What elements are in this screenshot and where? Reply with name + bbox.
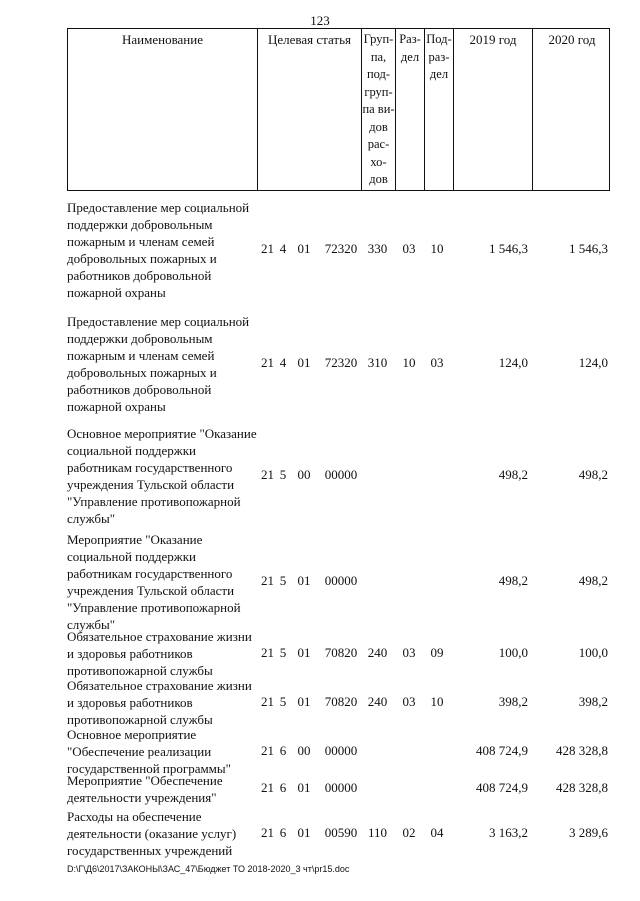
row-name [67,808,262,859]
amount-2019: 408 724,9 [476,780,528,795]
target-code-3: 01 [297,241,311,256]
amount-2019: 100,0 [498,645,528,660]
row-name [67,531,262,633]
subsection: 09 [430,645,444,660]
row-name-line: работников добровольной [67,382,212,397]
row-name-line: пожарным и членам семей [67,348,215,363]
expense-group: 310 [367,355,388,370]
row-name-line: противопожарной службы [67,712,213,727]
row-name-line: "Управление противопожарной [67,600,241,615]
target-code-4: 00000 [324,743,358,758]
header-line: груп- [364,84,393,99]
amount-2019: 498,2 [498,467,528,482]
row-name-line: противопожарной службы [67,663,213,678]
target-code-2: 6 [279,743,287,758]
table-row [0,677,640,728]
target-code-4: 00000 [324,467,358,482]
header-line: рас- [367,137,390,151]
expense-group: 240 [367,645,388,660]
target-code-3: 00 [297,743,311,758]
table-row [0,628,640,679]
row-name-line: учреждения Тульской области [67,583,235,598]
target-code-4: 00000 [324,780,358,795]
row-name-line: добровольных пожарных и [67,365,217,380]
subsection: 03 [430,355,444,370]
target-code-2: 6 [279,825,287,840]
target-code-3: 01 [297,355,311,370]
target-code-3: 01 [297,780,311,795]
amount-2020: 398,2 [578,694,608,709]
amount-2019: 124,0 [498,355,528,370]
row-name-line: работникам государственного [67,566,233,581]
header-line: хо- [370,154,387,169]
amount-2020: 428 328,8 [556,780,608,795]
row-name-line: поддержки добровольным [67,331,213,346]
row-name [67,313,262,415]
amount-2020: 124,0 [578,355,608,370]
header-expense-group [361,29,395,190]
page-number: 123 [310,13,330,28]
row-name-line: Расходы на обеспечение [67,809,202,824]
target-code-4: 00000 [324,573,358,588]
section: 02 [402,825,416,840]
target-code-4: 70820 [324,645,358,660]
target-code-1: 21 [261,694,274,709]
row-name-line: Мероприятие "Обеспечение [67,773,223,788]
target-code-4: 72320 [324,355,358,370]
header-line: Груп- [363,32,394,46]
table-row [0,425,640,527]
row-name [67,628,262,679]
row-name-line: "Обеспечение реализации [67,744,212,759]
target-code-3: 01 [297,694,311,709]
row-name-line: и здоровья работников [67,646,193,661]
table-row [0,772,640,806]
amount-2019: 398,2 [498,694,528,709]
row-name-line: Основное мероприятие [67,727,197,742]
amount-2019: 1 546,3 [489,241,528,256]
header-2020: 2020 год [532,29,611,190]
row-name [67,677,262,728]
row-name-line: работникам государственного [67,460,233,475]
target-code-2: 5 [279,573,287,588]
header-line: под- [366,67,391,81]
row-name [67,726,262,777]
header-target-article: Целевая статья [257,29,361,190]
expense-group: 330 [367,241,388,256]
target-code-1: 21 [261,467,274,482]
section: 10 [402,355,416,370]
expense-group: 240 [367,694,388,709]
row-name-line: Основное мероприятие "Оказание [67,426,257,441]
row-name-line: пожарной охраны [67,285,166,300]
header-section [395,29,424,190]
amount-2019: 3 163,2 [489,825,528,840]
amount-2020: 498,2 [578,573,608,588]
table-row [0,531,640,633]
amount-2020: 3 289,6 [569,825,608,840]
section: 03 [402,645,416,660]
target-code-4: 70820 [324,694,358,709]
target-code-1: 21 [261,645,274,660]
target-code-3: 01 [297,645,311,660]
header-line: Раз- [399,32,421,46]
row-name-line: Обязательное страхование жизни [67,678,252,693]
row-name-line: государственных учреждений [67,843,233,858]
section: 03 [402,694,416,709]
target-code-2: 5 [279,467,287,482]
header-2019: 2019 год [453,29,532,190]
row-name-line: добровольных пожарных и [67,251,217,266]
subsection: 10 [430,241,444,256]
expense-group: 110 [367,825,388,840]
row-name [67,772,262,806]
target-code-3: 00 [297,467,311,482]
target-code-2: 4 [279,241,287,256]
header-line: дел [400,49,420,64]
target-code-4: 00590 [324,825,358,840]
row-name-line: Обязательное страхование жизни [67,629,252,644]
target-code-2: 5 [279,645,287,660]
target-code-3: 01 [297,825,311,840]
row-name [67,425,262,527]
file-path-footer: D:\Г\Д6\2017\ЗАКОНЫ\ЗАС_47\Бюджет ТО 2018-2020_3 чт\pr15.doc [67,864,350,874]
header-subsection [424,29,453,190]
row-name-line: учреждения Тульской области [67,477,235,492]
header-line: дел [429,67,449,81]
header-name: Наименование [122,32,203,47]
amount-2020: 100,0 [578,645,608,660]
row-name-line: Предоставление мер социальной [67,314,250,329]
header-line: па, [370,49,387,64]
row-name-line: деятельности учреждения" [67,790,217,805]
target-code-1: 21 [261,355,274,370]
row-name [67,199,262,301]
subsection: 10 [430,694,444,709]
row-name-line: работников добровольной [67,268,212,283]
amount-2020: 1 546,3 [569,241,608,256]
row-name-line: и здоровья работников [67,695,193,710]
row-name-line: Мероприятие "Оказание [67,532,203,547]
amount-2020: 498,2 [578,467,608,482]
target-code-2: 5 [279,694,287,709]
target-code-1: 21 [261,743,274,758]
target-code-1: 21 [261,825,274,840]
amount-2020: 428 328,8 [556,743,608,758]
table-header [67,28,610,191]
row-name-line: государственной программы" [67,761,231,776]
table-row [0,313,640,415]
header-line: дов [369,119,388,134]
target-code-3: 01 [297,573,311,588]
header-line: Под- [426,32,452,46]
row-name-line: службы" [67,511,116,526]
target-code-1: 21 [261,241,274,256]
row-name-line: социальной поддержки [67,443,196,458]
table-row [0,199,640,301]
header-line: па ви- [362,102,395,116]
row-name-line: поддержки добровольным [67,217,213,232]
target-code-2: 4 [279,355,287,370]
row-name-line: пожарным и членам семей [67,234,215,249]
row-name-line: "Управление противопожарной [67,494,241,509]
row-name-line: службы" [67,617,116,632]
table-row [0,808,640,859]
subsection: 04 [430,825,444,840]
table-row [0,726,640,777]
header-line: раз- [428,49,450,64]
target-code-1: 21 [261,573,274,588]
amount-2019: 498,2 [498,573,528,588]
row-name-line: Предоставление мер социальной [67,200,250,215]
header-line: дов [369,172,388,186]
row-name-line: пожарной охраны [67,399,166,414]
section: 03 [402,241,416,256]
target-code-4: 72320 [324,241,358,256]
amount-2019: 408 724,9 [476,743,528,758]
target-code-1: 21 [261,780,274,795]
row-name-line: деятельности (оказание услуг) [67,826,237,841]
target-code-2: 6 [279,780,287,795]
row-name-line: социальной поддержки [67,549,196,564]
